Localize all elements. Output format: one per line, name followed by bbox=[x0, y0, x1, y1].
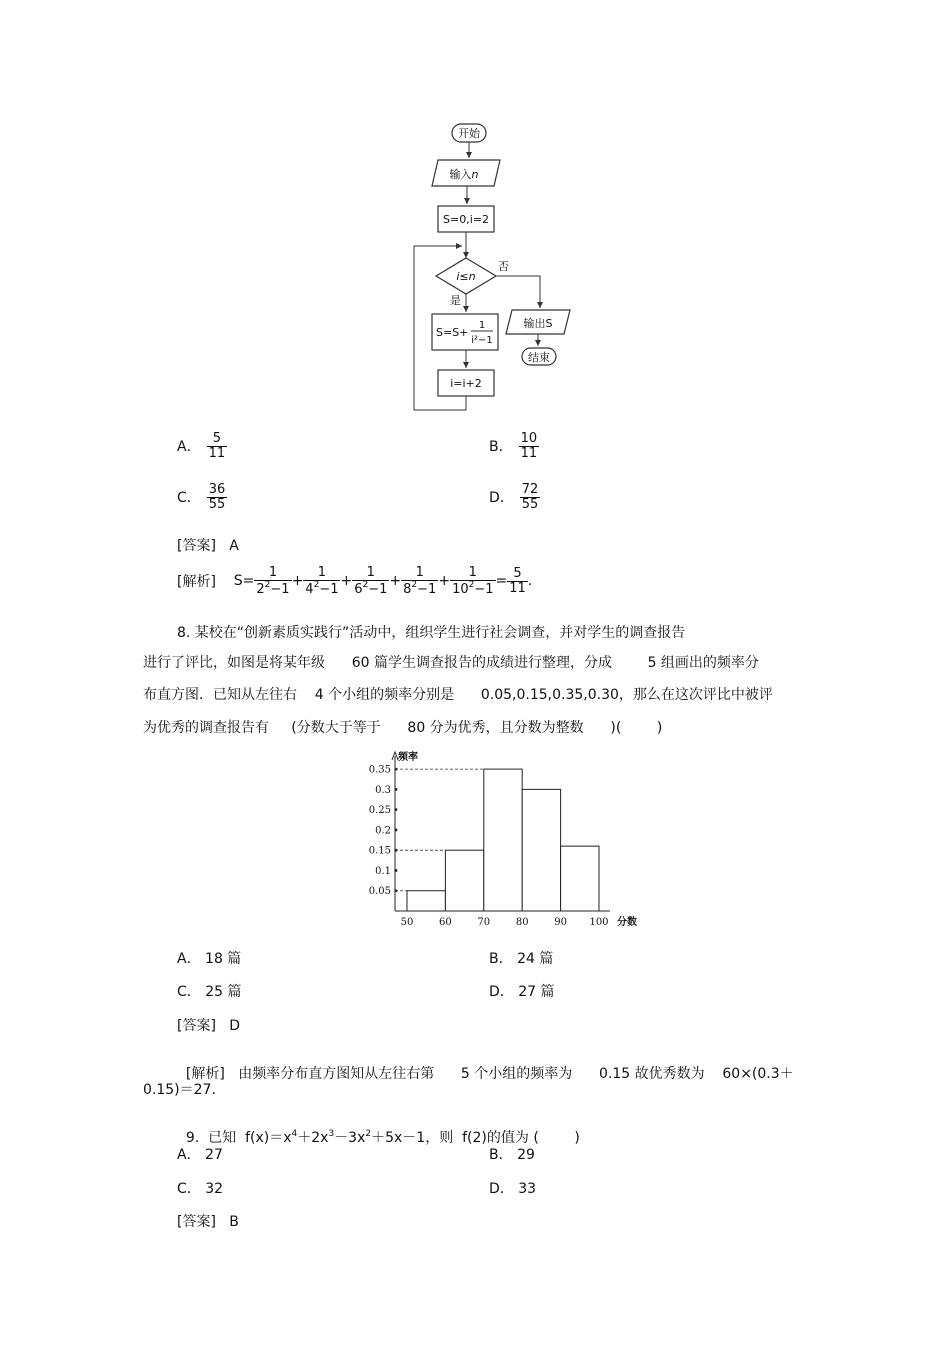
histogram-bar bbox=[484, 769, 522, 911]
flow-no-label: 否 bbox=[498, 260, 509, 273]
y-tick-mark bbox=[395, 829, 398, 832]
x-tick-label: 90 bbox=[554, 917, 567, 928]
flowchart bbox=[400, 118, 590, 418]
y-axis-label: 频率 bbox=[398, 752, 418, 763]
x-tick-label: 60 bbox=[439, 917, 452, 928]
y-tick-label: 0.2 bbox=[375, 825, 391, 837]
flow-increment-text: i=i+2 bbox=[450, 377, 482, 390]
x-tick-label: 80 bbox=[515, 917, 529, 928]
q7-option-a: A． $\frac{5}{11}$ bbox=[177, 431, 226, 461]
q9-option-b: B． 29 bbox=[489, 1147, 535, 1163]
q9-option-c: C． 32 bbox=[177, 1181, 224, 1197]
frequency-histogram bbox=[355, 748, 637, 933]
flow-output-text: 输出S bbox=[523, 317, 553, 330]
y-tick-label: 0.15 bbox=[368, 845, 391, 857]
q8-line-3: 布直方图．已知从左往右 4 个小组的频率分别是 0.05,0.15,0.35,0.30，那么在这次评比中被评 bbox=[143, 687, 773, 703]
y-tick-mark bbox=[395, 788, 398, 791]
q8-line-2: 进行了评比，如图是将某年级 60 篇学生调查报告的成绩进行整理，分成 5 组画出的频率分 bbox=[143, 655, 759, 671]
y-tick-label: 0.25 bbox=[368, 805, 391, 817]
q8-option-a: A． 18 篇 bbox=[177, 951, 242, 967]
y-tick-label: 0.1 bbox=[375, 865, 391, 877]
q7-option-c: C． $\frac{36}{55}$ bbox=[177, 482, 226, 512]
flow-start-text: 开始 bbox=[458, 127, 480, 140]
flow-condition-text: i≤n bbox=[456, 270, 476, 283]
q8-line-1: 8. 某校在“创新素质实践行”活动中，组织学生进行社会调查，并对学生的调查报告 bbox=[177, 625, 686, 641]
q8-option-d: D． 27 篇 bbox=[489, 984, 555, 1000]
flow-init-text: S=0,i=2 bbox=[443, 213, 489, 226]
q8-answer: [答案] D bbox=[177, 1018, 241, 1034]
x-tick-label: 50 bbox=[400, 917, 414, 928]
x-tick-label: 100 bbox=[589, 917, 609, 928]
flow-input-text: 输入n bbox=[449, 168, 479, 181]
q7-analysis: [解析] S= $\frac{1}{2^2-1}$ + $\frac{1}{4^2-1}$ + $\frac{1}{6^2-1}$ + $\frac{1}{8^2-1}$ + $\frac{1}{10^2-1}$ = $\frac{5}{11}$ . bbox=[177, 565, 533, 597]
histogram-bar bbox=[561, 846, 599, 911]
q8-line-4: 为优秀的调查报告有 (分数大于等于 80 分为优秀，且分数为整数 )( ) bbox=[143, 720, 663, 736]
q7-answer: [答案] A bbox=[177, 538, 239, 554]
flow-update-den: i²−1 bbox=[471, 335, 493, 346]
flow-end-text: 结束 bbox=[528, 351, 550, 364]
q7-option-b: B． $\frac{10}{11}$ bbox=[489, 431, 538, 461]
y-tick-label: 0.35 bbox=[368, 764, 391, 776]
y-tick-label: 0.05 bbox=[368, 886, 391, 898]
histogram-bar bbox=[407, 891, 445, 911]
y-tick-mark bbox=[395, 869, 398, 872]
histogram-bar bbox=[445, 850, 483, 911]
q9-option-a: A． 27 bbox=[177, 1147, 223, 1163]
q9-answer: [答案] B bbox=[177, 1214, 239, 1230]
x-tick-label: 70 bbox=[477, 917, 491, 928]
x-axis-label: 分数 bbox=[617, 917, 637, 928]
q8-analysis-line-2: 0.15)＝27. bbox=[143, 1082, 216, 1098]
flow-yes-label: 是 bbox=[450, 294, 461, 307]
q9-stem: 9. 已知 $f(x)=x^4+2x^3-3x^2+5x-1$，则 f(2)的值为 ( ) bbox=[185, 1129, 580, 1146]
histogram-bar bbox=[522, 789, 560, 911]
flow-update-prefix: S=S+ bbox=[436, 326, 469, 339]
q9-option-d: D． 33 bbox=[489, 1181, 537, 1197]
y-tick-mark bbox=[395, 808, 398, 811]
q8-option-b: B． 24 篇 bbox=[489, 951, 554, 967]
y-tick-label: 0.3 bbox=[375, 784, 391, 796]
q8-option-c: C． 25 篇 bbox=[177, 984, 242, 1000]
q7-option-d: D． $\frac{72}{55}$ bbox=[489, 482, 539, 512]
flow-update-num: 1 bbox=[478, 320, 486, 331]
q8-analysis-line-1: [解析] 由频率分布直方图知从左往右第 5 个小组的频率为 0.15 故优秀数为 60×(0.3＋ bbox=[185, 1066, 794, 1082]
